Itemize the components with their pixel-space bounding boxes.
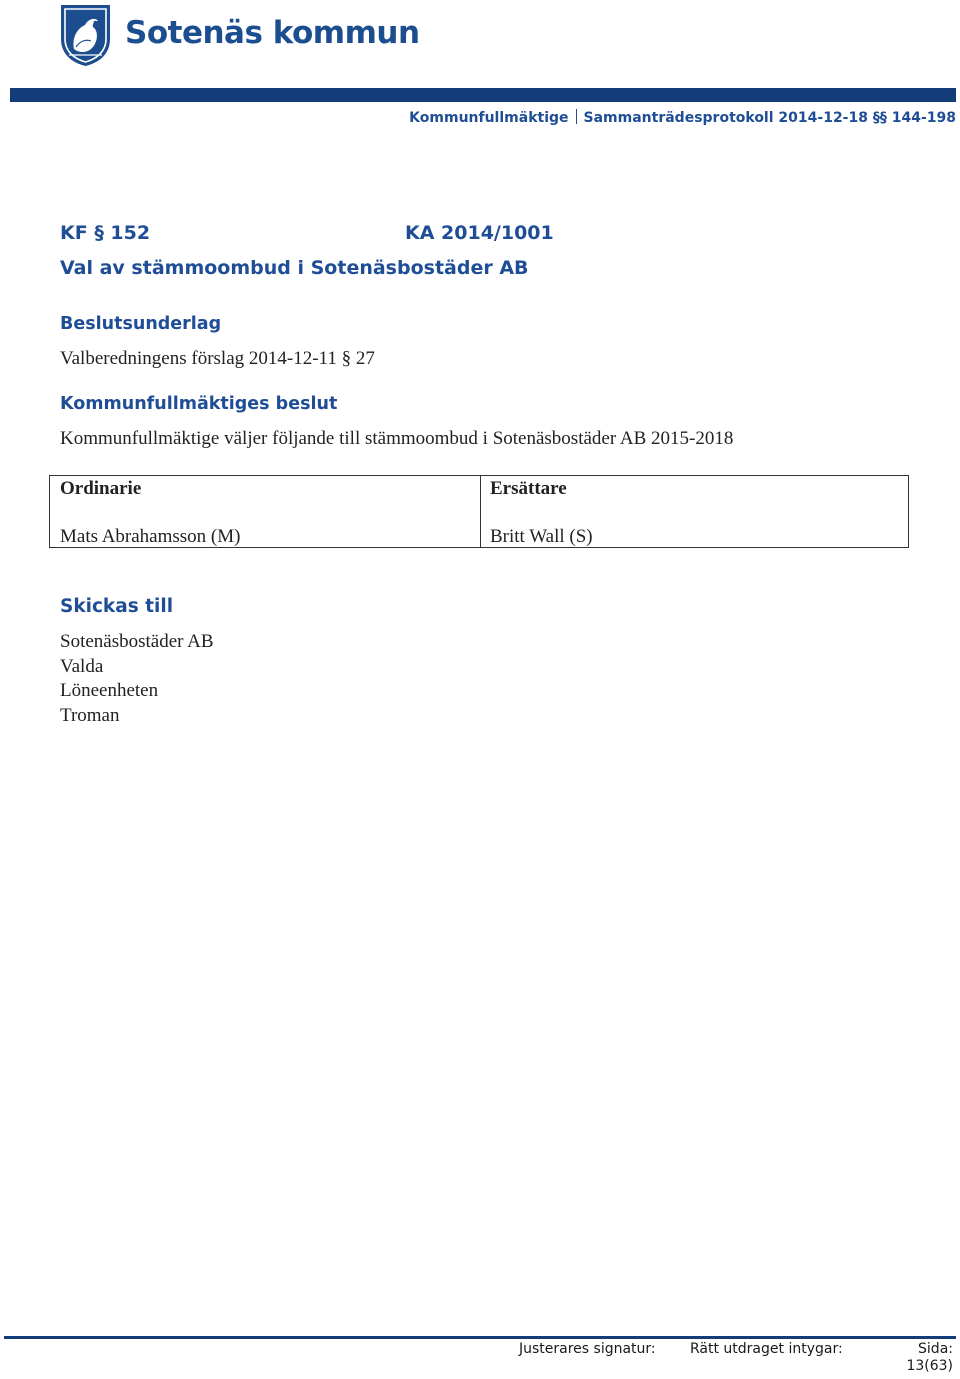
footer-intygar: Rätt utdraget intygar: — [690, 1341, 843, 1357]
footer-rule — [4, 1336, 956, 1339]
logo-wordmark: Sotenäs kommun — [125, 15, 420, 51]
header-bar — [10, 88, 956, 102]
heading-skickas-till: Skickas till — [60, 596, 174, 617]
col-header-ordinarie: Ordinarie — [60, 478, 142, 499]
header-body: Kommunfullmäktige — [409, 110, 569, 126]
heading-beslutsunderlag: Beslutsunderlag — [60, 314, 222, 334]
footer-page-label: Sida: — [918, 1341, 953, 1357]
election-table — [49, 475, 909, 548]
footer-page-number: 13(63) — [906, 1358, 953, 1374]
header-protocol: Sammanträdesprotokoll — [583, 110, 774, 126]
case-number: KF § 152 — [60, 222, 151, 244]
header-date: 2014-12-18 — [778, 110, 868, 126]
list-item: Löneenheten — [60, 680, 159, 701]
header-paragraphs: §§ 144-198 — [872, 110, 956, 126]
footer-justerare: Justerares signatur: — [519, 1341, 656, 1357]
municipality-logo — [58, 3, 420, 67]
protocol-header — [409, 109, 956, 126]
underlag-text: Valberedningens förslag 2014-12-11 § 27 — [60, 348, 375, 369]
table-divider — [480, 476, 481, 547]
header-separator — [576, 109, 577, 124]
list-item: Troman — [60, 704, 120, 726]
col-header-ersattare: Ersättare — [490, 478, 567, 499]
list-item: Valda — [60, 655, 104, 677]
case-row — [60, 222, 554, 244]
ersattare-value: Britt Wall (S) — [490, 526, 593, 547]
recipient-list — [60, 630, 214, 728]
coat-of-arms-icon — [58, 3, 113, 67]
heading-beslut: Kommunfullmäktiges beslut — [60, 394, 338, 414]
beslut-text: Kommunfullmäktige väljer följande till stämmoombud i Sotenäsbostäder AB 2015-2018 — [60, 428, 734, 449]
page-title: Val av stämmoombud i Sotenäsbostäder AB — [60, 257, 529, 279]
case-reference: KA 2014/1001 — [405, 222, 554, 244]
ordinarie-value: Mats Abrahamsson (M) — [60, 526, 241, 547]
list-item: Sotenäsbostäder AB — [60, 631, 214, 652]
